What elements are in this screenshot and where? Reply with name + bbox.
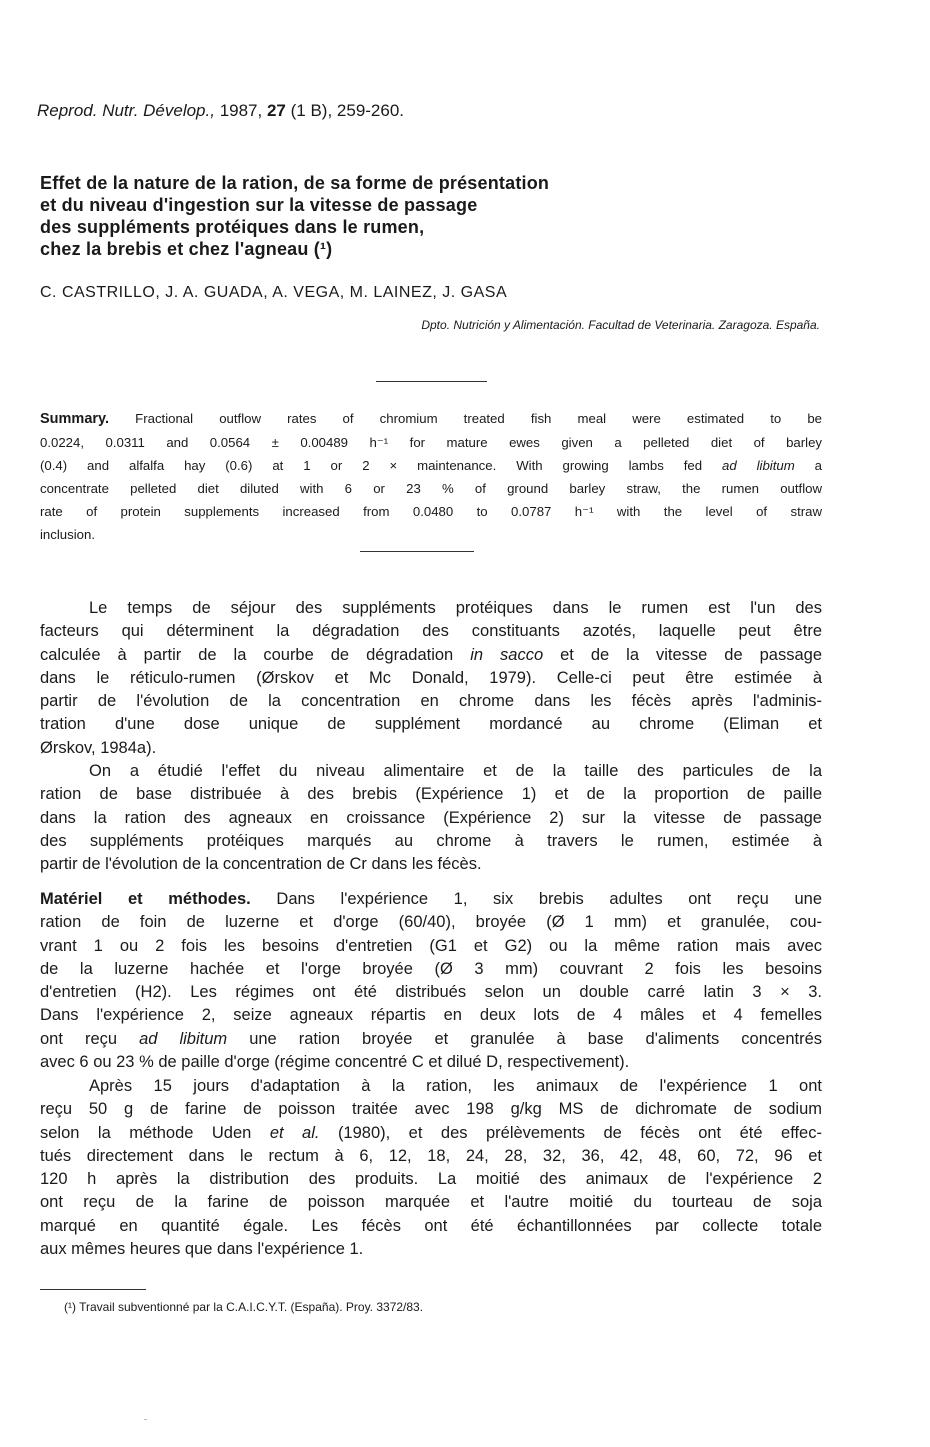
summary-line: (0.4) and alfalfa hay (0.6) at 1 or 2 × maintenance. With growing lambs fed ad libitum a [40, 458, 822, 473]
title-line: chez la brebis et chez l'agneau (¹) [40, 239, 333, 259]
text-line: ont reçu ad libitum une ration broyée et granulée à base d'aliments concentrés [40, 1029, 823, 1048]
summary-line: rate of protein supplements increased from 0.0480 to 0.0787 h⁻¹ with the level of straw [40, 504, 822, 519]
article-title [40, 172, 780, 260]
summary-block [40, 407, 822, 546]
journal-name: Reprod. Nutr. Dévelop., [37, 101, 215, 120]
summary-line: 0.0224, 0.0311 and 0.0564 ± 0.00489 h⁻¹ for mature ewes given a pelleted diet of barley [40, 435, 822, 450]
paragraph-methods [40, 888, 822, 1074]
paragraph-objective [40, 760, 822, 876]
text-line: tués directement dans le rectum à 6, 12, 18, 24, 28, 32, 36, 42, 48, 60, 72, 96 et [40, 1146, 822, 1165]
text-line: ration de foin de luzerne et d'orge (60/40), broyée (Ø 1 mm) et granulée, cou- [40, 913, 822, 932]
text-line: On a étudié l'effet du niveau alimentaire et de la taille des particules de la [89, 762, 822, 780]
text-line: vrant 1 ou 2 fois les besoins d'entretien (G1 et G2) ou la même ration mais avec [40, 936, 822, 955]
summary-line: Summary. Fractional outflow rates of chromium treated fish meal were estimated to be [40, 411, 822, 427]
paragraph-intro [40, 597, 822, 760]
text-line: reçu 50 g de farine de poisson traitée avec 198 g/kg MS de dichromate de sodium [40, 1100, 822, 1119]
text-line: Ørskov, 1984a). [40, 738, 157, 757]
text-line: calculée à partir de la courbe de dégradation in sacco et de la vitesse de passage [40, 645, 822, 664]
journal-citation [37, 100, 737, 122]
citation-volume: 27 [266, 101, 286, 120]
summary-label: Summary. [40, 411, 110, 427]
text-line: avec 6 ou 23 % de paille d'orge (régime concentré C et dilué D, respectivement). [40, 1053, 630, 1072]
section-heading: Matériel et méthodes. [40, 890, 251, 908]
separator-rule [376, 381, 487, 382]
text-line: tration d'une dose unique de supplément mordancé au chrome (Eliman et [40, 715, 822, 734]
title-line: et du niveau d'ingestion sur la vitesse de passage [40, 195, 478, 215]
text-line: Dans l'expérience 2, seize agneaux répartis en deux lots de 4 mâles et 4 femelles [40, 1006, 822, 1025]
citation-pages: (1 B), 259-260. [290, 101, 405, 120]
author-affiliation: Dpto. Nutrición y Alimentación. Facultad de Veterinaria. Zaragoza. España. [421, 318, 820, 332]
author-list: C. CASTRILLO, J. A. GUADA, A. VEGA, M. LAINEZ, J. GASA [40, 284, 508, 301]
text-line: des suppléments protéiques marqués au chrome à travers le rumen, estimée à [40, 831, 822, 850]
text-line: dans la ration des agneaux en croissance (Expérience 2) sur la vitesse de passage [40, 808, 822, 827]
text-line: ration de base distribuée à des brebis (Expérience 1) et de la proportion de paille [40, 785, 822, 804]
title-line: des suppléments protéiques dans le rumen, [40, 217, 425, 237]
title-line: Effet de la nature de la ration, de sa forme de présentation [40, 173, 550, 193]
separator-rule [360, 551, 474, 552]
text-line: Matériel et méthodes. Dans l'expérience 1, six brebis adultes ont reçu une [40, 890, 822, 908]
paragraph-procedure [40, 1075, 822, 1261]
citation-year: 1987, [219, 101, 263, 120]
text-line: partir de l'évolution de la concentration en chrome dans les fécès après l'adminis- [40, 692, 822, 711]
text-line: selon la méthode Uden et al. (1980), et des prélèvements de fécès ont été effec- [40, 1123, 822, 1142]
footnote: (¹) Travail subventionné par la C.A.I.C.Y.T. (España). Proy. 3372/83. [64, 1300, 424, 1314]
text-line: Le temps de séjour des suppléments protéiques dans le rumen est l'un des [89, 599, 822, 617]
text-line: 120 h après la distribution des produits. La moitié des animaux de l'expérience 2 [40, 1170, 822, 1189]
text-line: marqué en quantité égale. Les fécès ont été échantillonnées par collecte totale [40, 1216, 822, 1235]
text-line: de la luzerne hachée et l'orge broyée (Ø 3 mm) couvrant 2 fois les besoins [40, 959, 822, 978]
text-line: partir de l'évolution de la concentration de Cr dans les fécès. [40, 855, 482, 874]
text-line: Après 15 jours d'adaptation à la ration, les animaux de l'expérience 1 ont [89, 1077, 822, 1095]
footnote-rule [40, 1289, 146, 1290]
text-line: d'entretien (H2). Les régimes ont été distribués selon un double carré latin 3 × 3. [40, 983, 822, 1002]
scan-mark [144, 1419, 147, 1420]
text-line: facteurs qui déterminent la dégradation des constituants azotés, laquelle peut être [40, 622, 822, 641]
summary-line: inclusion. [40, 527, 95, 542]
text-line: dans le réticulo-rumen (Ørskov et Mc Donald, 1979). Celle-ci peut être estimée à [40, 668, 822, 687]
summary-line: concentrate pelleted diet diluted with 6 or 23 % of ground barley straw, the rumen outflow [40, 481, 822, 496]
text-line: ont reçu de la farine de poisson marquée et l'autre moitié du tourteau de soja [40, 1193, 822, 1212]
text-line: aux mêmes heures que dans l'expérience 1. [40, 1240, 364, 1259]
